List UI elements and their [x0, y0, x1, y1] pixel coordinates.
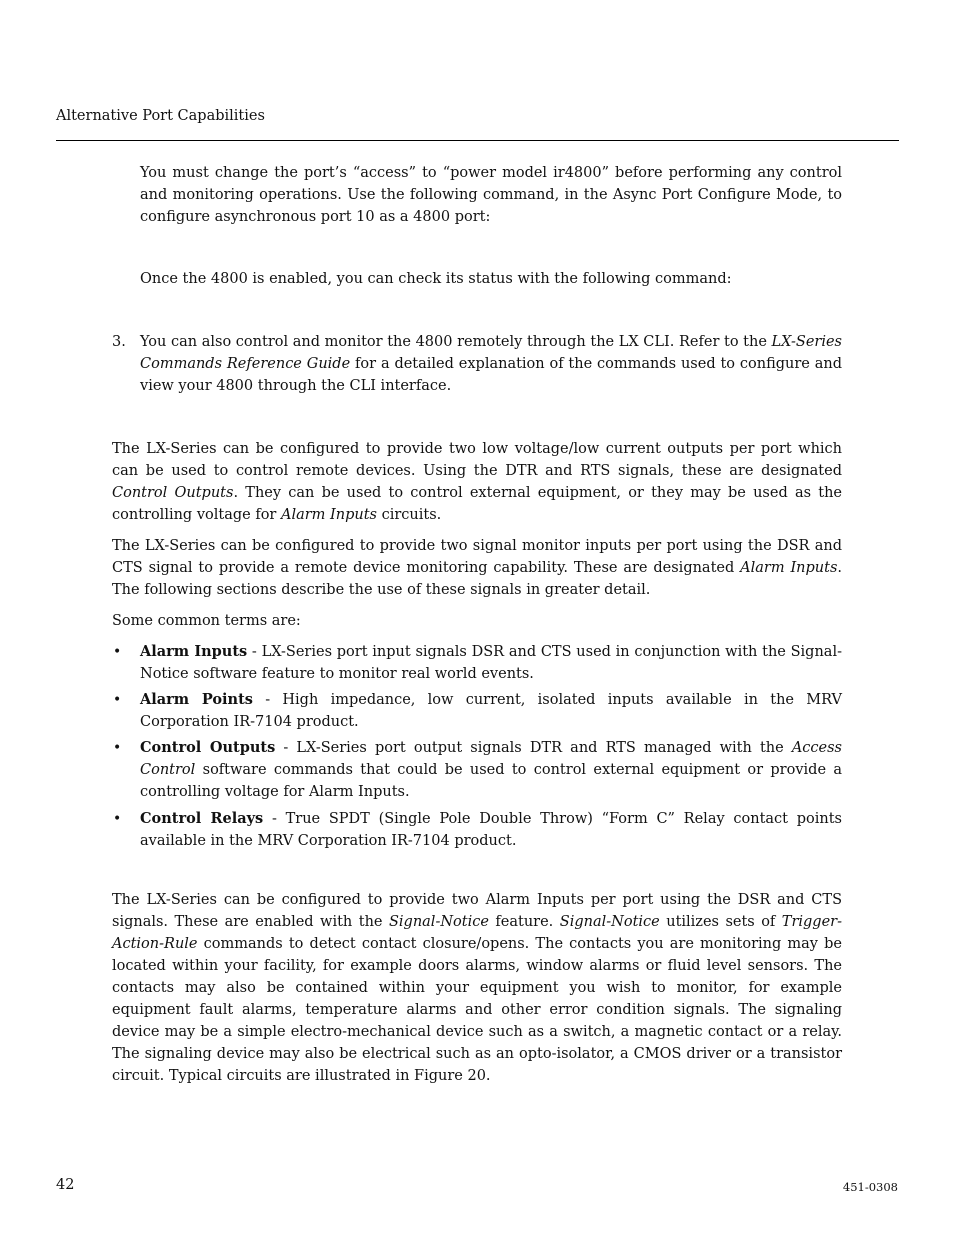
intro-p1-text-a: The LX-Series can be configured to provide two low voltage/low current outputs per port which can be used to control remote devices. Using the DTR and RTS signals, these are designated: [112, 441, 842, 479]
paragraph-step-3: [140, 331, 842, 397]
alarm-italic-signal-notice-2: Signal-Notice: [559, 914, 660, 930]
bullet: •: [113, 692, 122, 708]
paragraph-control-outputs-intro: [112, 438, 842, 526]
term-alarm-points: [140, 689, 842, 733]
term-control-relays: [140, 808, 842, 852]
term-control-outputs: [140, 737, 842, 803]
intro-p1-text-c: circuits.: [376, 507, 442, 523]
term-alarm-points-text: - High impedance, low current, isolated inputs available in the MRV Corporation IR-7104 product.: [140, 692, 843, 730]
intro-p2-text-a: The LX-Series can be configured to provide two signal monitor inputs per port using the DSR and CTS signal to provide a remote device monitoring capability. These are designated: [112, 538, 842, 576]
alarm-text-c: utilizes sets of: [659, 914, 782, 930]
term-control-outputs-text-a: - LX-Series port output signals DTR and RTS managed with the: [275, 740, 792, 756]
document-number: 451-0308: [842, 1180, 898, 1194]
running-header: Alternative Port Capabilities: [56, 108, 265, 124]
intro-p2-text-b: . The following sections describe the use of these signals in greater detail.: [112, 560, 843, 598]
term-control-outputs-italic: Access Control: [140, 740, 842, 778]
term-control-relays-text: - True SPDT (Single Pole Double Throw) “Form C” Relay contact points available in the MRV Corporation IR-7104 product.: [140, 811, 842, 849]
bullet: •: [113, 740, 122, 756]
intro-p2-italic-alarm-inputs: Alarm Inputs: [740, 560, 838, 576]
step3-text-b: for a detailed explanation of the commands used to configure and view your 4800 through the CLI interface.: [140, 356, 843, 394]
term-control-relays-label: Control Relays: [140, 810, 264, 827]
paragraph-change-access: You must change the port’s “access” to “power model ir4800” before performing any control and monitoring operations. Use the following command, in the Async Port Configure Mode, to configure asynchronous port 10 as a 4800 port:: [140, 165, 842, 225]
term-control-outputs-text-b: software commands that could be used to control external equipment or provide a controlling voltage for Alarm Inputs.: [140, 762, 842, 800]
step-number: 3.: [112, 334, 126, 350]
intro-p1-italic-alarm-inputs: Alarm Inputs: [280, 507, 377, 523]
header-rule: [56, 140, 899, 141]
bullet: •: [113, 644, 122, 660]
page-number: 42: [56, 1177, 75, 1193]
paragraph-common-terms: Some common terms are:: [112, 613, 301, 629]
alarm-text-d: commands to detect contact closure/opens. The contacts you are monitoring may be located within your facility, for example doors alarms, window alarms or fluid level sensors. The contacts may also be contained within your equipment you wish to monitor, for example equipment fault alarms, temperature alarms and other error condition signals. The signaling device may be a simple electro-mechanical device such as a switch, a magnetic contact or a relay. The signaling device may also be electrical such as an opto-isolator, a CMOS driver or a transistor circuit. Typical circuits are illustrated in Figure 20.: [112, 936, 842, 1084]
commands-reference-guide-title: LX-Series Commands Reference Guide: [140, 334, 842, 372]
term-alarm-inputs: [140, 641, 842, 685]
term-alarm-inputs-label: Alarm Inputs: [140, 643, 248, 660]
paragraph-alarm-inputs-intro: [112, 535, 842, 601]
term-alarm-inputs-text: - LX-Series port input signals DSR and CTS used in conjunction with the Signal-Notice software feature to monitor real world events.: [140, 644, 842, 682]
paragraph-alarm-inputs-detail: [112, 889, 842, 1087]
intro-p1-text-b: . They can be used to control external equipment, or they may be used as the controlling voltage for: [112, 485, 842, 523]
term-control-outputs-label: Control Outputs: [140, 739, 276, 756]
paragraph-check-status: Once the 4800 is enabled, you can check its status with the following command:: [140, 271, 732, 287]
alarm-italic-trigger-action-rule: Trigger-Action-Rule: [112, 914, 842, 952]
bullet: •: [113, 811, 122, 827]
intro-p1-italic-control-outputs: Control Outputs: [112, 485, 234, 501]
alarm-text-b: feature.: [488, 914, 560, 930]
alarm-italic-signal-notice-1: Signal-Notice: [388, 914, 489, 930]
term-alarm-points-label: Alarm Points: [140, 691, 253, 708]
alarm-text-a: The LX-Series can be configured to provide two Alarm Inputs per port using the DSR and CTS signals. These are enabled with the: [112, 892, 842, 930]
step3-text-a: You can also control and monitor the 4800 remotely through the LX CLI. Refer to the: [140, 334, 772, 350]
